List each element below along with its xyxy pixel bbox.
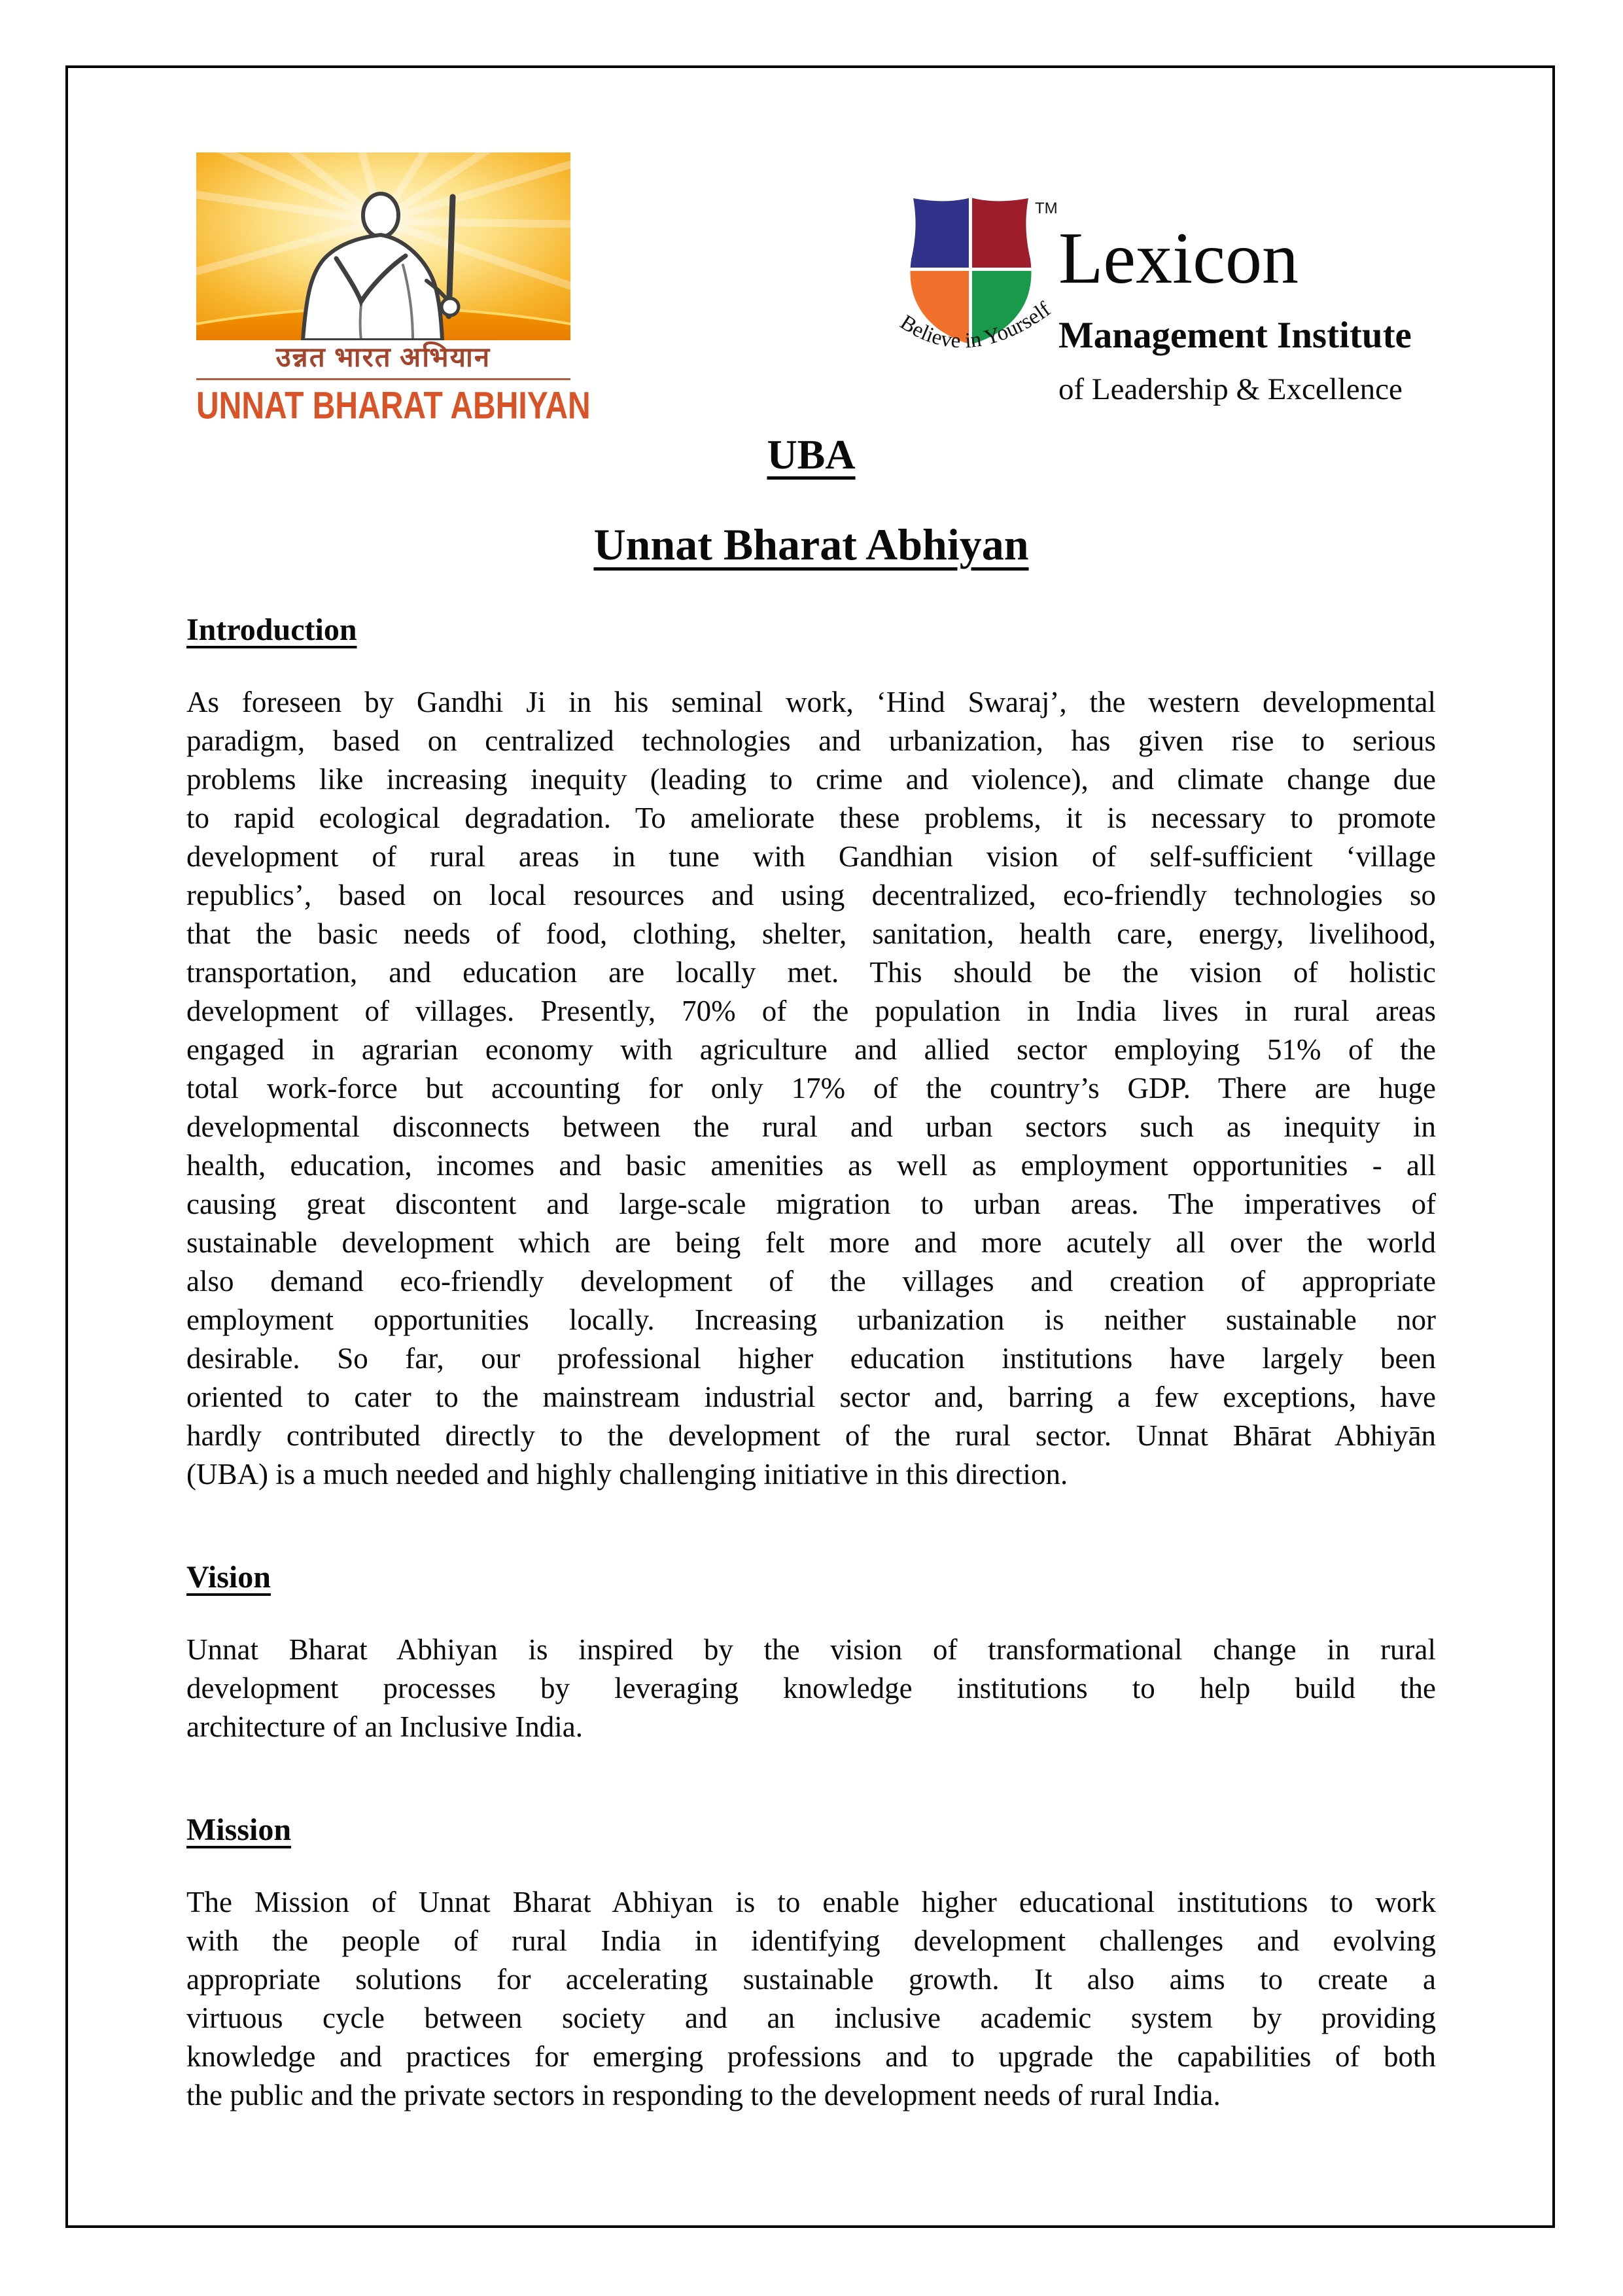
text-line: transportation, and education are locally met. This should be the vision of holistic <box>186 956 1436 989</box>
text-line: developmental disconnects between the rural and urban sectors such as inequity in <box>186 1110 1436 1143</box>
paragraph-introduction <box>186 683 1436 1494</box>
shield-quadrant-blue <box>895 182 971 270</box>
text-line: paradigm, based on centralized technologies and urbanization, has given rise to serious <box>186 724 1436 757</box>
text-line: knowledge and practices for emerging professions and to upgrade the capabilities of both <box>186 2040 1436 2073</box>
lexicon-name: Lexicon <box>1058 218 1299 299</box>
section-introduction <box>186 609 1436 1494</box>
document-subtitle: Unnat Bharat Abhiyan <box>593 520 1029 569</box>
figure-head <box>363 194 398 237</box>
lexicon-subtitle-line2: Management Institute <box>1058 315 1412 356</box>
section-mission <box>186 1809 1436 2115</box>
text-line: As foreseen by Gandhi Ji in his seminal work, ‘Hind Swaraj’, the western developmental <box>186 686 1436 718</box>
text-line: health, education, incomes and basic amenities as well as employment opportunities - all <box>186 1149 1436 1182</box>
text-line: problems like increasing inequity (leading to crime and violence), and climate change due <box>186 763 1436 796</box>
text-line: causing great discontent and large-scale migration to urban areas. The imperatives of <box>186 1188 1436 1220</box>
text-line: hardly contributed directly to the development of the rural sector. Unnat Bhārat Abhiyān <box>186 1419 1436 1452</box>
section-heading-mission: Mission <box>186 1812 292 1847</box>
text-line: engaged in agrarian economy with agriculture and allied sector employing 51% of the <box>186 1033 1436 1066</box>
text-line: republics’, based on local resources and using decentralized, eco-friendly technologies so <box>186 879 1436 911</box>
lexicon-subtitle-line3: of Leadership & Excellence <box>1058 372 1403 406</box>
shield-divider-vertical <box>969 182 972 348</box>
uba-logo <box>196 152 591 428</box>
shield-divider-horizontal <box>895 268 1049 271</box>
document-body <box>186 609 1436 2115</box>
section-heading-introduction: Introduction <box>186 612 357 647</box>
document-content <box>186 429 1436 2115</box>
document-title: UBA <box>767 431 856 478</box>
robe-fold <box>360 304 362 340</box>
paragraph-vision <box>186 1631 1436 1746</box>
text-line: The Mission of Unnat Bharat Abhiyan is to enable higher educational institutions to work <box>186 1886 1436 1918</box>
text-line: to rapid ecological degradation. To ameliorate these problems, it is necessary to promote <box>186 802 1436 834</box>
uba-logo-image <box>196 152 570 340</box>
text-line: that the basic needs of food, clothing, shelter, sanitation, health care, energy, livelihood, <box>186 917 1436 950</box>
text-line: development processes by leveraging knowledge institutions to help build the <box>186 1672 1436 1704</box>
text-line: development of rural areas in tune with Gandhian vision of self-sufficient ‘village <box>186 840 1436 873</box>
lexicon-logo-image <box>895 182 1471 408</box>
text-line: Unnat Bharat Abhiyan is inspired by the vision of transformational change in rural <box>186 1633 1436 1666</box>
text-line: employment opportunities locally. Increasing urbanization is neither sustainable nor <box>186 1303 1436 1336</box>
text-line: also demand eco-friendly development of the villages and creation of appropriate <box>186 1265 1436 1298</box>
text-line: sustainable development which are being felt more and more acutely all over the world <box>186 1226 1436 1259</box>
section-vision <box>186 1556 1436 1746</box>
paragraph-mission <box>186 1883 1436 2115</box>
lexicon-tagline: Believe in Yourself <box>896 297 1055 353</box>
uba-logo-hindi-text: उन्नत भारत अभियान <box>196 340 570 380</box>
shield-quadrant-red <box>971 182 1049 270</box>
section-heading-vision: Vision <box>186 1560 271 1595</box>
lexicon-trademark: TM <box>1035 200 1058 217</box>
text-line: desirable. So far, our professional higher education institutions have largely been <box>186 1342 1436 1375</box>
text-line: the public and the private sectors in responding to the development needs of rural India. <box>186 2079 1221 2111</box>
text-line: architecture of an Inclusive India. <box>186 1710 583 1743</box>
lexicon-logo <box>895 182 1471 408</box>
text-line: with the people of rural India in identifying development challenges and evolving <box>186 1924 1436 1957</box>
text-line: total work-force but accounting for only 17% of the country’s GDP. There are huge <box>186 1072 1436 1104</box>
text-line: virtuous cycle between society and an inclusive academic system by providing <box>186 2002 1436 2034</box>
uba-logo-english-text: UNNAT BHARAT ABHIYAN <box>196 385 591 428</box>
text-line: (UBA) is a much needed and highly challenging initiative in this direction. <box>186 1458 1068 1491</box>
text-line: development of villages. Presently, 70% of the population in India lives in rural areas <box>186 995 1436 1027</box>
text-line: appropriate solutions for accelerating sustainable growth. It also aims to create a <box>186 1963 1436 1996</box>
text-line: oriented to cater to the mainstream industrial sector and, barring a few exceptions, have <box>186 1381 1436 1413</box>
figure-hand <box>442 298 459 315</box>
